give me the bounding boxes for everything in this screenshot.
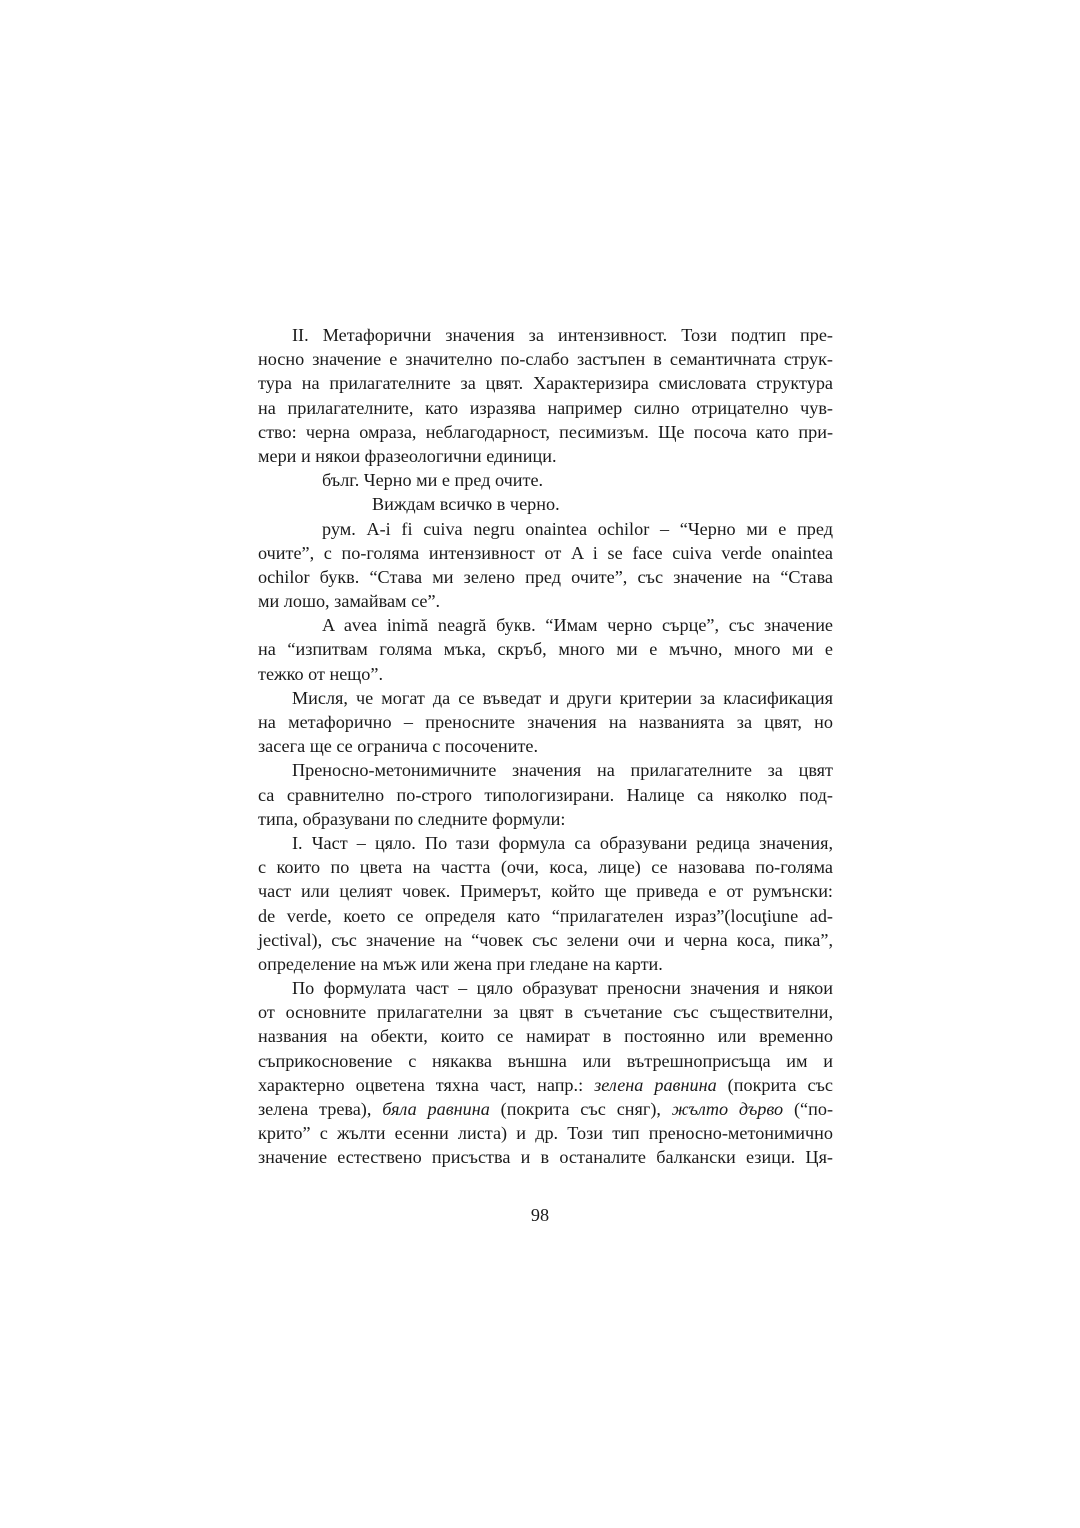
- document-body: [258, 323, 833, 1170]
- text-line: ми лошо, замайвам се”.: [258, 591, 441, 612]
- text-line: тежко от нещо”.: [258, 663, 384, 684]
- text-line: По формулата част – цяло образуват преносни значения и някои: [292, 978, 833, 999]
- text-line: [258, 1073, 833, 1097]
- text-segment: характерно оцветена тяхна част, напр.:: [258, 1074, 595, 1095]
- text-line: jectival), със значение на “човек със зелени очи и черна коса, пика”,: [258, 929, 833, 950]
- text-line: I. Част – цяло. По тази формула са образувани редица значения,: [292, 832, 833, 853]
- text-line: носно значение е значително по-слабо застъпен в семантичната струк-: [258, 349, 833, 370]
- text-line: на метафорично – преносните значения на названията за цвят, но: [258, 712, 833, 732]
- text-line: значение естествено присъства и в останалите балкански езици. Ця-: [258, 1147, 833, 1168]
- text-line: Преносно-метонимичните значения на прилагателните за цвят: [292, 760, 833, 781]
- text-line: названия на обекти, които се намират в постоянно или временно: [258, 1026, 833, 1047]
- text-line: типа, образувани по следните формули:: [258, 808, 566, 829]
- text-line: с които по цвета на частта (очи, коса, лице) се назовава по-голяма: [258, 857, 833, 878]
- text-line: мери и някои фразеологични единици.: [258, 445, 557, 466]
- text-line: съприкосновение с някаква външна или вътрешноприсъща им и: [258, 1050, 833, 1071]
- text-line: определение на мъж или жена при гледане на карти.: [258, 953, 663, 974]
- italic-term: бяла равнина: [382, 1099, 490, 1119]
- example-line: A avea inimă neagră букв. “Имам черно сърце”, със значение: [322, 615, 833, 636]
- example-line: рум. A-i fi cuiva negru onaintea ochilor – “Черно ми е пред: [322, 518, 833, 539]
- text-segment: зелена трева),: [258, 1099, 383, 1119]
- text-segment: (покрита със: [716, 1074, 833, 1095]
- text-line: на прилагателните, като изразява например силно отрицателно чув-: [258, 397, 833, 418]
- example-line: Виждам всичко в черно.: [372, 494, 560, 515]
- text-segment: (покрита със сняг),: [489, 1099, 672, 1119]
- italic-term: жълто дърво: [671, 1099, 784, 1119]
- text-line: [258, 1097, 833, 1121]
- text-segment: (“по-: [783, 1099, 834, 1119]
- text-line: Мисля, че могат да се въведат и други критерии за класификация: [292, 687, 833, 708]
- text-line: на “изпитвам голяма мъка, скръб, много ми е мъчно, много ми е: [258, 639, 833, 660]
- text-line: засега ще се огранича с посочените.: [258, 736, 539, 757]
- text-line: от основните прилагателни за цвят в съчетание със съществителни,: [258, 1002, 833, 1023]
- text-line: тура на прилагателните за цвят. Характеризира смисловата структура: [258, 373, 833, 394]
- text-line: ство: черна омраза, неблагодарност, песимизъм. Ще посоча като при-: [258, 421, 833, 442]
- text-line: част или целият човек. Примерът, който ще приведа е от румънски:: [258, 881, 833, 902]
- text-line: крито” с жълти есенни листа) и др. Този тип преносно-метонимично: [258, 1123, 833, 1144]
- italic-term: зелена равнина: [594, 1074, 717, 1095]
- page-number: 98: [530, 1205, 550, 1225]
- text-line: ochilor букв. “Става ми зелено пред очите”, със значение на “Става: [258, 566, 833, 587]
- text-line: II. Метафорични значения за интензивност. Този подтип пре-: [292, 325, 833, 345]
- text-line: de verde, което се определя като “прилагателен израз”(locuţiune ad-: [258, 905, 833, 926]
- text-line: очите”, с по-голяма интензивност от A i se face cuiva verde onaintea: [258, 542, 833, 563]
- text-line: са сравнително по-строго типологизирани. Налице са няколко под-: [258, 784, 833, 805]
- example-line: бълг. Черно ми е пред очите.: [322, 470, 544, 491]
